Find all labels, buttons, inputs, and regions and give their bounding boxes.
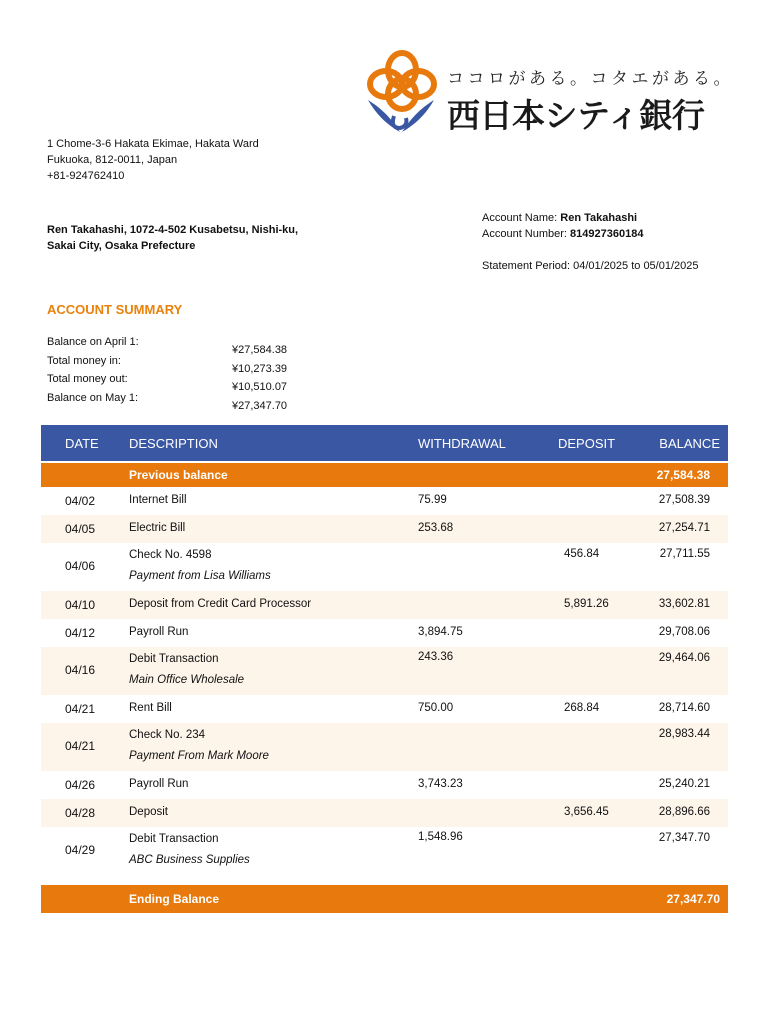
account-number-label: Account Number: <box>482 228 571 240</box>
row-date: 04/10 <box>65 598 96 612</box>
customer-address <box>47 222 298 254</box>
row-balance: 28,896.66 <box>658 806 710 818</box>
statement-period: Statement Period: 04/01/2025 to 05/01/2025 <box>482 260 699 272</box>
summary-value: ¥27,347.70 <box>232 399 288 412</box>
summary-label: Total money in: <box>47 354 121 367</box>
row-balance: 27,508.39 <box>658 494 710 506</box>
row-date: 04/21 <box>65 702 96 716</box>
customer-address-line1: Ren Takahashi, 1072-4-502 Kusabetsu, Nishi-ku, <box>47 224 299 236</box>
account-number-row <box>482 226 643 242</box>
row-balance: 28,714.60 <box>658 702 710 714</box>
previous-balance-label: Previous balance <box>129 468 228 482</box>
row-withdrawal: 750.00 <box>418 702 454 714</box>
bank-phone: +81-924762410 <box>47 170 125 182</box>
table-row <box>41 619 728 647</box>
row-description: Payroll Run <box>129 626 189 638</box>
row-deposit: 456.84 <box>564 548 600 560</box>
row-withdrawal: 243.36 <box>418 651 454 663</box>
row-deposit: 268.84 <box>564 702 600 714</box>
row-date: 04/26 <box>65 778 96 792</box>
account-name: Ren Takahashi <box>560 212 638 224</box>
row-balance: 29,708.06 <box>658 626 710 638</box>
row-date: 04/21 <box>65 739 96 753</box>
row-description: Debit Transaction <box>129 833 219 845</box>
row-description: Deposit from Credit Card Processor <box>129 598 312 610</box>
account-name-label: Account Name: <box>482 212 561 224</box>
header-description: DESCRIPTION <box>129 436 218 451</box>
summary-value: ¥10,510.07 <box>232 381 288 393</box>
table-row <box>41 647 728 695</box>
table-row <box>41 799 728 827</box>
previous-balance-row <box>41 463 728 487</box>
row-date: 04/16 <box>65 663 96 677</box>
ending-balance-row <box>41 885 728 913</box>
row-description: Debit Transaction <box>129 653 219 665</box>
row-description: Rent Bill <box>129 702 172 714</box>
bank-address-line1: 1 Chome-3-6 Hakata Ekimae, Hakata Ward <box>47 138 259 150</box>
row-balance: 33,602.81 <box>658 598 710 610</box>
previous-balance-value: 27,584.38 <box>656 468 710 482</box>
bank-address <box>47 136 259 184</box>
account-info <box>482 210 643 242</box>
row-withdrawal: 3,743.23 <box>418 778 463 790</box>
row-withdrawal: 75.99 <box>418 494 447 506</box>
row-balance: 25,240.21 <box>658 778 710 790</box>
bank-address-line2: Fukuoka, 812-0011, Japan <box>47 154 178 166</box>
table-row <box>41 827 728 875</box>
bank-tagline: ココロがある。コタエがある。 <box>447 69 734 89</box>
table-row <box>41 515 728 543</box>
summary-label: Balance on April 1: <box>47 336 139 348</box>
row-deposit: 5,891.26 <box>564 598 609 610</box>
table-row <box>41 543 728 591</box>
row-withdrawal: 253.68 <box>418 522 454 534</box>
row-description: Check No. 234 <box>129 729 206 741</box>
account-name-row <box>482 210 643 226</box>
row-balance: 28,983.44 <box>658 728 710 740</box>
summary-value: ¥10,273.39 <box>232 362 288 375</box>
row-balance: 27,711.55 <box>659 548 710 560</box>
bank-logo <box>364 48 744 138</box>
transactions-table <box>41 425 728 913</box>
header-balance: BALANCE <box>659 436 720 451</box>
row-date: 04/05 <box>65 522 96 536</box>
bank-logo-icon <box>364 48 442 140</box>
row-description: Internet Bill <box>129 494 187 506</box>
table-row <box>41 723 728 771</box>
table-header <box>41 425 728 461</box>
row-balance: 27,254.71 <box>658 522 710 534</box>
account-number: 814927360184 <box>570 228 644 240</box>
table-row <box>41 695 728 723</box>
customer-address-line2: Sakai City, Osaka Prefecture <box>47 240 196 252</box>
row-withdrawal: 3,894.75 <box>418 626 463 638</box>
row-date: 04/12 <box>65 626 96 640</box>
row-sub-description: ABC Business Supplies <box>129 854 250 866</box>
bank-name: 西日本シティ銀行 <box>447 96 705 135</box>
row-date: 04/29 <box>65 843 96 857</box>
ending-balance-value: 27,347.70 <box>666 892 720 906</box>
row-withdrawal: 1,548.96 <box>418 831 463 843</box>
summary-values <box>232 341 287 415</box>
summary-value: ¥27,584.38 <box>232 344 288 356</box>
header-withdrawal: WITHDRAWAL <box>418 436 506 451</box>
table-row <box>41 771 728 799</box>
account-summary-title: ACCOUNT SUMMARY <box>47 302 183 317</box>
row-deposit: 3,656.45 <box>564 806 609 818</box>
row-description: Deposit <box>129 806 168 818</box>
row-date: 04/28 <box>65 806 96 820</box>
row-sub-description: Main Office Wholesale <box>129 674 245 686</box>
row-sub-description: Payment From Mark Moore <box>129 750 269 762</box>
row-description: Check No. 4598 <box>129 549 212 561</box>
row-balance: 27,347.70 <box>658 832 710 844</box>
header-date: DATE <box>65 436 99 451</box>
row-description: Electric Bill <box>129 522 186 534</box>
table-row <box>41 591 728 619</box>
row-date: 04/06 <box>65 559 96 573</box>
row-sub-description: Payment from Lisa Williams <box>129 570 271 582</box>
row-description: Payroll Run <box>129 778 189 790</box>
summary-labels <box>47 333 139 407</box>
summary-label: Balance on May 1: <box>47 391 139 404</box>
row-date: 04/02 <box>65 494 96 508</box>
row-balance: 29,464.06 <box>658 652 710 664</box>
ending-balance-label: Ending Balance <box>129 892 220 906</box>
table-body <box>41 487 728 875</box>
summary-label: Total money out: <box>47 373 128 385</box>
header-deposit: DEPOSIT <box>558 436 616 451</box>
table-row <box>41 487 728 515</box>
